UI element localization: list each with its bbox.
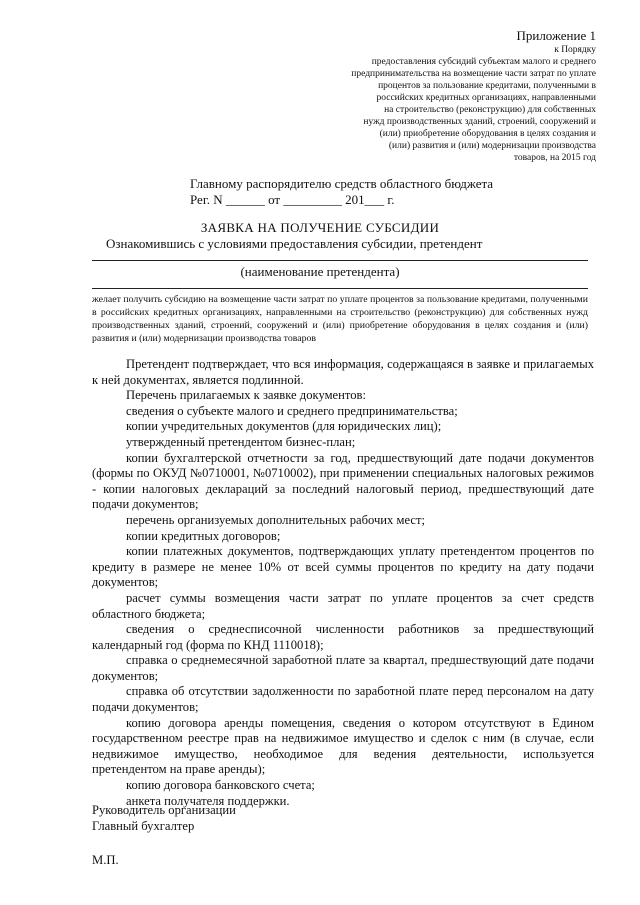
list-item: перечень организуемых дополнительных рабочих мест; [126, 512, 425, 527]
applicant-name-caption: (наименование претендента) [240, 264, 400, 279]
stamp-placeholder: М.П. [92, 853, 119, 867]
recipient-block [190, 176, 493, 208]
applicant-name-field-2[interactable] [92, 288, 588, 289]
annex-line: предпринимательства на возмещение части затрат по уплате [351, 69, 596, 79]
document-title: ЗАЯВКА НА ПОЛУЧЕНИЕ СУБСИДИИ [200, 220, 440, 235]
annex-line: российских кредитных организациях, направленными [376, 93, 596, 103]
list-item: анкета получателя поддержки. [126, 793, 290, 808]
annex-line: товаров, на 2015 год [513, 153, 596, 163]
list-item: справка об отсутствии задолженности по заработной плате перед персоналом на дату подачи документов; [92, 684, 594, 715]
list-item: копии кредитных договоров; [126, 528, 281, 543]
signature-block [92, 803, 236, 834]
annex-line: к Порядку [554, 45, 596, 55]
annex-line: процентов за пользование кредитами, полученными в [378, 81, 596, 91]
list-item: утвержденный претендентом бизнес-план; [126, 434, 356, 449]
intro-text: Ознакомившись с условиями предоставления субсидии, претендент [106, 236, 483, 251]
purpose-text: желает получить субсидию на возмещение части затрат по уплате процентов за пользование кредитами, полученными в российских кредитных организациях, направленными на строительство (реконструкцию) для собственных нужд производственных зданий, строений, сооружений и (или) приобретение оборудования в целях создания и (или) развития и (или) модернизации производства товаров [92, 294, 588, 344]
list-item: копии бухгалтерской отчетности за год, предшествующий дате подачи документов (формы по ОКУД №0710001, №0710002), при применении специальных налоговых режимов - копии налоговых деклараций за последний налоговый период, предшествующий дате подачи документов; [92, 450, 594, 512]
list-item: копию договора аренды помещения, сведения о котором отсутствуют в Едином государственном реестре прав на недвижимое имущество и сделок с ним (в случае, если недвижимое имущество, необходимое для ведения деятельности, используется претендентом на праве аренды); [92, 715, 594, 777]
list-item: копию договора банковского счета; [126, 778, 315, 793]
head-signature-label: Руководитель организации [92, 803, 236, 817]
annex-line: (или) развития и (или) модернизации производства [388, 141, 596, 151]
recipient-line: Главному распорядителю средств областного бюджета [190, 176, 494, 191]
list-item: сведения о среднесписочной численности работников за предшествующий календарный год (форма по КНД 1110018); [92, 622, 594, 652]
body-paragraph: Перечень прилагаемых к заявке документов: [126, 388, 366, 403]
list-item: копии платежных документов, подтверждающих уплату претендентом процентов по кредиту в размере не менее 10% от всей суммы процентов по кредиту на дату подачи документов; [92, 544, 594, 590]
annex-line: на строительство (реконструкцию) для собственных [384, 105, 596, 115]
annex-header [296, 28, 596, 164]
annex-line: нужд производственных зданий, строений, сооружений и [363, 117, 596, 127]
applicant-name-field[interactable] [92, 260, 588, 261]
list-item: копии учредительных документов (для юридических лиц); [126, 419, 442, 434]
body-paragraph: Претендент подтверждает, что вся информация, содержащаяся в заявке и прилагаемых к ней документах, является подлинной. [92, 357, 594, 387]
list-item: справка о среднемесячной заработной плате за квартал, предшествующий дате подачи документов; [92, 653, 594, 683]
list-item: сведения о субъекте малого и среднего предпринимательства; [126, 403, 458, 418]
document-body [92, 357, 594, 809]
annex-title: Приложение 1 [516, 28, 596, 43]
accountant-signature-label: Главный бухгалтер [92, 818, 195, 833]
registration-line[interactable]: Рег. N ______ от _________ 201___ г. [190, 192, 395, 207]
list-item: расчет суммы возмещения части затрат по уплате процентов за счет средств областного бюджета; [92, 590, 594, 621]
annex-line: (или) приобретение оборудования в целях создания и [379, 129, 596, 139]
annex-line: предоставления субсидий субъектам малого и среднего [371, 57, 596, 67]
